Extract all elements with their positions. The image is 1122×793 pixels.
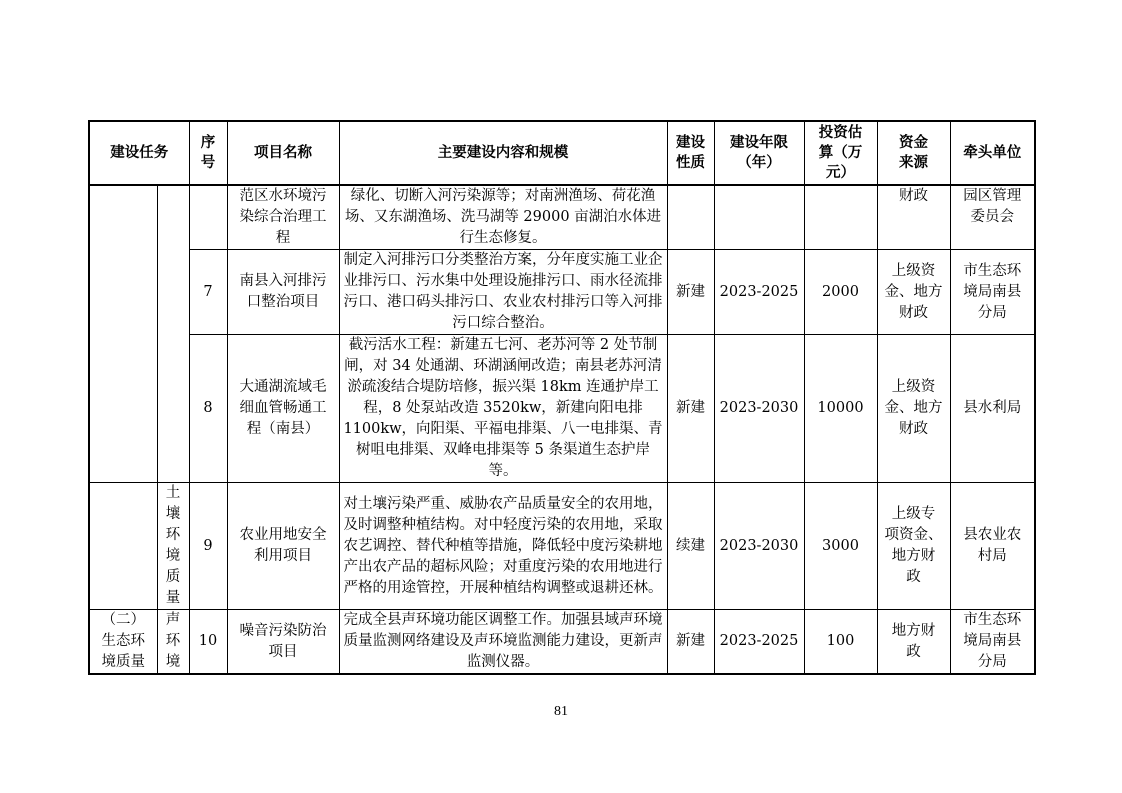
table-row [89,250,1035,335]
header-period: 建设年限 （年） [714,121,804,185]
name-cell: 噪音污染防治 项目 [227,610,339,675]
header-fund: 资金 来源 [877,121,950,185]
invest-cell: 3000 [804,483,877,610]
content-cell: 完成全县声环境功能区调整工作。加强县域声环境质量监测网络建设及声环境监测能力建设，更新声监测仪器。 [339,610,667,675]
task-cell: （二） 生态环 境质量 [89,610,157,675]
table-row [89,610,1035,675]
invest-cell: 2000 [804,250,877,335]
nature-cell: 新建 [667,335,714,483]
fund-cell: 财政 [877,185,950,250]
content-cell: 绿化、切断入河污染源等；对南洲渔场、荷花渔场、又东湖渔场、洗马湖等 29000 亩湖泊水体进行生态修复。 [339,185,667,250]
lead-cell: 县农业农 村局 [950,483,1035,610]
period-cell: 2023-2030 [714,335,804,483]
subtask-cell: 土 壤 环 境 质 量 [157,483,189,610]
lead-cell: 市生态环 境局南县 分局 [950,610,1035,675]
task-cell-empty [89,185,157,483]
header-content: 主要建设内容和规模 [339,121,667,185]
lead-cell: 园区管理 委员会 [950,185,1035,250]
lead-cell: 县水利局 [950,335,1035,483]
seq-cell [189,185,227,250]
subtask-cell: 声 环 境 [157,610,189,675]
fund-cell: 地方财 政 [877,610,950,675]
lead-cell: 市生态环 境局南县 分局 [950,250,1035,335]
invest-cell: 10000 [804,335,877,483]
name-cell: 农业用地安全 利用项目 [227,483,339,610]
seq-cell: 9 [189,483,227,610]
period-cell: 2023-2025 [714,250,804,335]
seq-cell: 10 [189,610,227,675]
table-header-row [89,121,1035,185]
task-cell-empty [89,483,157,610]
nature-cell: 新建 [667,610,714,675]
nature-cell [667,185,714,250]
fund-cell: 上级资 金、地方 财政 [877,335,950,483]
header-invest: 投资估 算（万 元） [804,121,877,185]
table-row [89,335,1035,483]
seq-cell: 8 [189,335,227,483]
header-nature: 建设 性质 [667,121,714,185]
content-cell: 截污活水工程：新建五七河、老苏河等 2 处节制闸，对 34 处通湖、环湖涵闸改造；南县老苏河清淤疏浚结合堤防培修，振兴渠 18km 连通护岸工程，8 处泵站改造 3520kw，新建向阳电排 1100kw，向阳渠、平福电排渠、八一电排渠、青树咀电排渠、双峰电排渠等 5 条渠道生态护岸等。 [339,335,667,483]
nature-cell: 新建 [667,250,714,335]
content-cell: 制定入河排污口分类整治方案，分年度实施工业企业排污口、污水集中处理设施排污口、雨水径流排污口、港口码头排污口、农业农村排污口等入河排污口综合整治。 [339,250,667,335]
header-seq: 序 号 [189,121,227,185]
content-cell: 对土壤污染严重、威胁农产品质量安全的农用地，及时调整种植结构。对中轻度污染的农用地，采取农艺调控、替代种植等措施，降低轻中度污染耕地产出农产品的超标风险；对重度污染的农用地进行严格的用途管控，开展种植结构调整或退耕还林。 [339,483,667,610]
fund-cell: 上级资 金、地方 财政 [877,250,950,335]
header-task: 建设任务 [89,121,189,185]
invest-cell: 100 [804,610,877,675]
nature-cell: 续建 [667,483,714,610]
period-cell: 2023-2030 [714,483,804,610]
project-table [88,120,1036,675]
page-number: 81 [554,704,568,719]
seq-cell: 7 [189,250,227,335]
name-cell: 大通湖流域毛 细血管畅通工 程（南县） [227,335,339,483]
table-row [89,483,1035,610]
period-cell [714,185,804,250]
name-cell: 南县入河排污 口整治项目 [227,250,339,335]
header-name: 项目名称 [227,121,339,185]
period-cell: 2023-2025 [714,610,804,675]
invest-cell [804,185,877,250]
header-lead: 牵头单位 [950,121,1035,185]
table-row [89,185,1035,250]
name-cell: 范区水环境污 染综合治理工 程 [227,185,339,250]
subtask-cell-empty [157,185,189,483]
fund-cell: 上级专 项资金、 地方财 政 [877,483,950,610]
